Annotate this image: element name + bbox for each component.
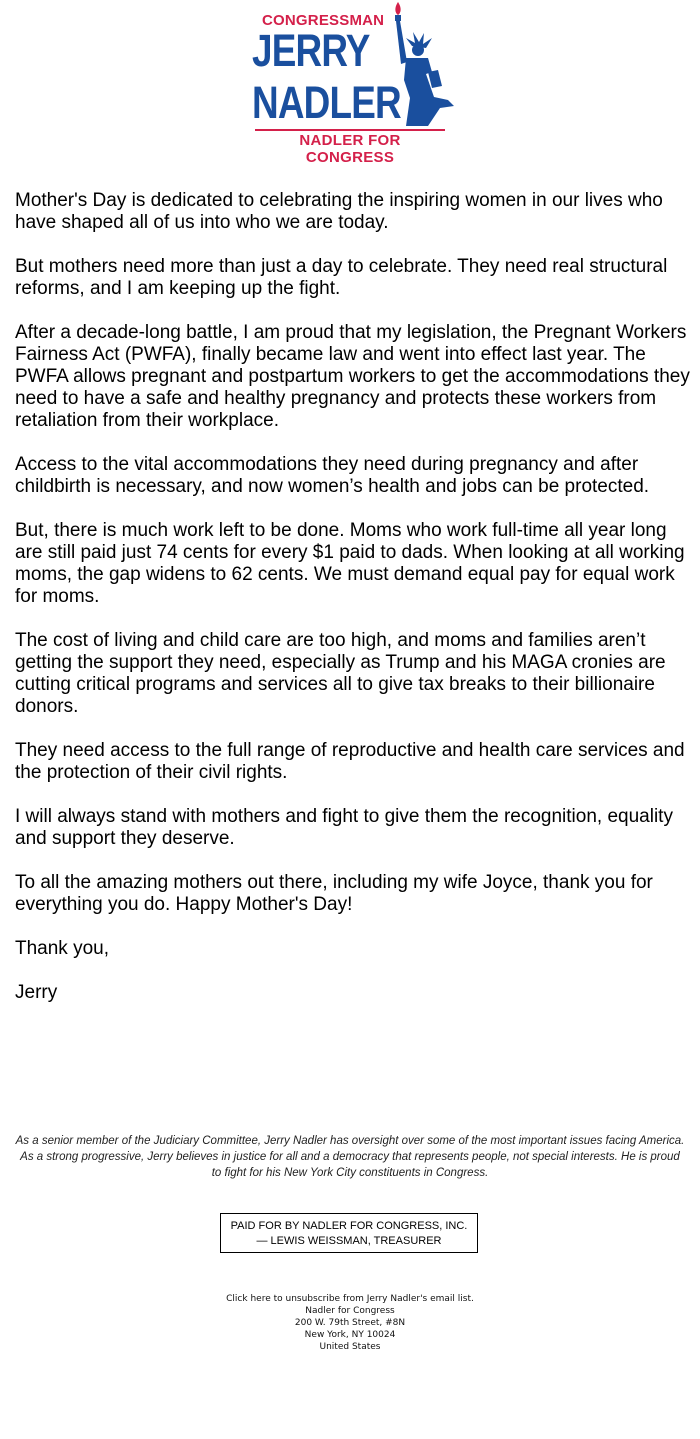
logo-kicker: CONGRESSMAN <box>262 12 385 29</box>
unsubscribe-link[interactable]: Click here to unsubscribe from Jerry Nadler's email list. <box>226 1294 474 1304</box>
logo-tagline: NADLER FOR CONGRESS <box>255 129 445 166</box>
paragraph: After a decade-long battle, I am proud that my legislation, the Pregnant Workers Fairness Act (PWFA), finally became law and went into effect last year. The PWFA allows pregnant and postpartum workers to get the accommodations they need to have a safe and healthy pregnancy and protects these workers from retaliation from their workplace. <box>15 322 690 431</box>
address-line: United States <box>319 1342 381 1352</box>
signature: Jerry <box>15 982 58 1003</box>
statue-of-liberty-icon <box>388 2 460 127</box>
paragraph: Access to the vital accommodations they need during pregnancy and after childbirth is necessary, and now women’s health and jobs can be protected. <box>15 454 650 497</box>
about-line: to fight for his New York City constituents in Congress. <box>211 1167 489 1179</box>
campaign-logo <box>250 2 460 166</box>
address-line: New York, NY 10024 <box>304 1330 396 1340</box>
paragraph: Mother's Day is dedicated to celebrating the inspiring women in our lives who have shaped all of us into who we are today. <box>15 190 663 233</box>
about-line: As a strong progressive, Jerry believes in justice for all and a democracy that represents people, not special interests. He is proud <box>20 1151 680 1163</box>
closing: Thank you, <box>15 938 109 959</box>
treasurer-line: — LEWIS WEISSMAN, TREASURER <box>256 1235 442 1247</box>
paragraph: They need access to the full range of reproductive and health care services and the protection of their civil rights. <box>15 740 685 783</box>
paid-for-line: PAID FOR BY NADLER FOR CONGRESS, INC. <box>230 1220 468 1232</box>
paragraph: To all the amazing mothers out there, including my wife Joyce, thank you for everything you do. Happy Mother's Day! <box>15 872 653 915</box>
about-line: As a senior member of the Judiciary Committee, Jerry Nadler has oversight over some of the most important issues facing America. <box>15 1135 685 1147</box>
logo-last-name: NADLER <box>252 77 401 128</box>
paragraph: But, there is much work left to be done. Moms who work full-time all year long are still paid just 74 cents for every $1 paid to dads. When looking at all working moms, the gap widens to 62 cents. We must demand equal pay for equal work for moms. <box>15 520 685 607</box>
paid-for-disclaimer <box>220 1213 478 1253</box>
paragraph: But mothers need more than just a day to celebrate. They need real structural reforms, and I am keeping up the fight. <box>15 256 668 299</box>
letter-body <box>15 190 690 1026</box>
paragraph: I will always stand with mothers and fight to give them the recognition, equality and support they deserve. <box>15 806 673 849</box>
address-line: Nadler for Congress <box>305 1306 395 1316</box>
email-footer <box>0 1293 700 1353</box>
about-blurb <box>0 1133 700 1181</box>
address-line: 200 W. 79th Street, #8N <box>294 1318 406 1328</box>
paragraph: The cost of living and child care are too high, and moms and families aren’t getting the support they need, especially as Trump and his MAGA cronies are cutting critical programs and services all to give tax breaks to their billionaire donors. <box>15 630 666 717</box>
logo-first-name: JERRY <box>252 25 370 76</box>
